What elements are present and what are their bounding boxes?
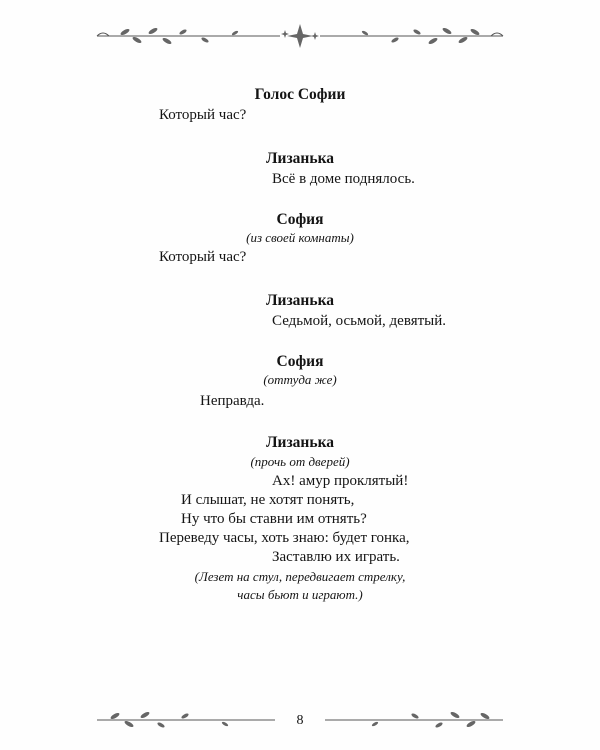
dialogue-line: Который час? xyxy=(159,249,247,265)
stage-direction: (оттуда же) xyxy=(263,372,337,387)
verse-line: Ах! амур проклятый! xyxy=(272,473,409,489)
stage-direction: часы бьют и играют.) xyxy=(237,587,363,602)
vine-divider-top-icon xyxy=(95,22,505,50)
verse-line: Заставлю их играть. xyxy=(272,549,400,565)
stage-direction: (Лезет на стул, передвигает стрелку, xyxy=(194,569,406,584)
dialogue-line: Седьмой, осьмой, девятый. xyxy=(272,313,447,329)
verse-line: И слышат, не хотят понять, xyxy=(181,492,355,508)
stage-direction: (прочь от дверей) xyxy=(250,454,350,469)
dialogue-line: Который час? xyxy=(159,107,247,123)
speaker-name: Лизанька xyxy=(265,292,335,309)
dialogue-line: Всё в доме поднялось. xyxy=(272,171,415,187)
speaker-name: София xyxy=(276,353,324,370)
verse-line: Ну что бы ставни им отнять? xyxy=(181,511,367,527)
speaker-name: Лизанька xyxy=(265,434,335,451)
speaker-name: Голос Софии xyxy=(254,86,346,103)
speaker-name: София xyxy=(276,211,324,228)
page-number: 8 xyxy=(296,713,304,728)
dialogue-line: Неправда. xyxy=(200,393,265,409)
verse-line: Переведу часы, хоть знаю: будет гонка, xyxy=(159,530,410,546)
stage-direction: (из своей комнаты) xyxy=(246,230,354,245)
speaker-name: Лизанька xyxy=(265,150,335,167)
